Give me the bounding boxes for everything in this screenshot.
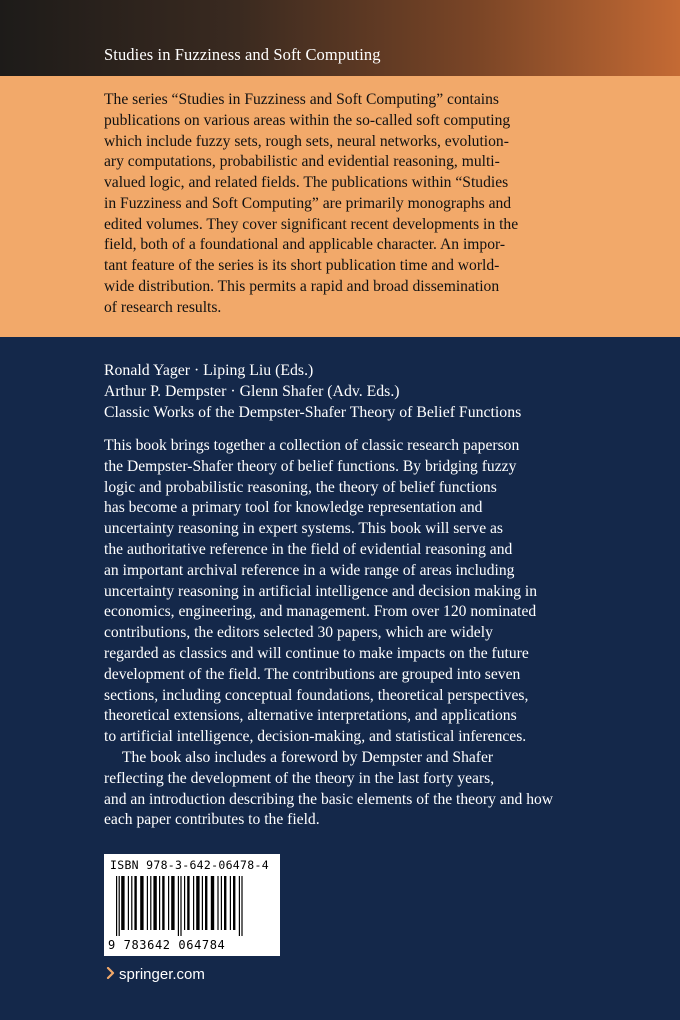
- blurb-line: logic and probabilistic reasoning, the theory of belief functions: [104, 478, 497, 496]
- barcode-bar: [180, 876, 181, 936]
- blurb-line: reflecting the development of the theory in the last forty years,: [104, 769, 495, 787]
- barcode-bar: [162, 876, 164, 930]
- blurb-line: theoretical extensions, alternative interpretations, and applications: [104, 707, 517, 725]
- barcode-bar: [211, 876, 214, 930]
- blurb-line: an important archival reference in a wide range of areas including: [104, 561, 515, 579]
- series-description-line: The series “Studies in Fuzziness and Soft Computing” contains: [104, 91, 499, 108]
- series-description-line: which include fuzzy sets, rough sets, neural networks, evolution-: [104, 132, 509, 150]
- book-blurb: [104, 436, 574, 831]
- blurb-line: each paper contributes to the field.: [104, 811, 320, 829]
- barcode-bar: [131, 876, 132, 930]
- series-description: [104, 90, 549, 318]
- blurb-line: contributions, the editors selected 30 papers, which are widely: [104, 624, 493, 642]
- barcode-bar: [184, 876, 185, 930]
- barcode-bar: [196, 876, 199, 930]
- series-description-line: tant feature of the series is its short publication time and world-: [104, 257, 500, 274]
- barcode-bar: [171, 876, 174, 930]
- series-description-line: wide distribution. This permits a rapid and broad dissemination: [104, 277, 500, 295]
- chevron-right-icon: [106, 967, 115, 979]
- springer-link-text: springer.com: [119, 966, 205, 983]
- series-description-line: in Fuzziness and Soft Computing” are primarily monographs and: [104, 194, 512, 212]
- barcode-bar: [217, 876, 218, 930]
- barcode-bar: [221, 876, 222, 930]
- blurb-line: This book brings together a collection of classic research paperson: [104, 437, 520, 454]
- barcode-bar: [187, 876, 189, 930]
- barcode-bar: [128, 876, 129, 930]
- springer-link[interactable]: [106, 966, 205, 983]
- barcode-bar: [224, 876, 226, 930]
- barcode-bar: [230, 876, 231, 930]
- series-description-line: of research results.: [104, 298, 222, 316]
- barcode-bar: [119, 876, 120, 936]
- blurb-line: development of the field. The contributions are grouped into seven: [104, 665, 521, 683]
- series-title: Studies in Fuzziness and Soft Computing: [104, 45, 381, 64]
- blurb-line: The book also includes a foreword by Dempster and Shafer: [122, 748, 494, 766]
- series-description-line: ary computations, probabilistic and evidential reasoning, multi-: [104, 153, 500, 171]
- series-description-panel: [0, 76, 680, 337]
- barcode-bar: [134, 876, 136, 930]
- barcode-bar: [147, 876, 148, 930]
- blurb-line: uncertainty reasoning in expert systems. This book will serve as: [104, 520, 504, 538]
- barcode-bar: [168, 876, 169, 930]
- book-heading: [104, 360, 584, 423]
- book-editors: Ronald Yager · Liping Liu (Eds.): [104, 362, 314, 379]
- ean-digits: 9 783642 064784: [108, 938, 226, 952]
- series-description-line: publications on various areas within the so-called soft computing: [104, 111, 511, 129]
- barcode-bar: [205, 876, 207, 930]
- barcode-bar: [159, 876, 160, 930]
- barcode-bar: [193, 876, 194, 930]
- blurb-line: the Dempster-Shafer theory of belief functions. By bridging fuzzy: [104, 457, 517, 475]
- blurb-line: has become a primary tool for knowledge representation and: [104, 499, 483, 517]
- blurb-line: economics, engineering, and management. From over 120 nominated: [104, 603, 537, 621]
- barcode-bar: [140, 876, 143, 930]
- blurb-line: sections, including conceptual foundations, theoretical perspectives,: [104, 686, 529, 704]
- isbn-text: ISBN 978-3-642-06478-4: [110, 858, 269, 872]
- barcode-bar: [178, 876, 179, 936]
- barcode-bar: [116, 876, 117, 936]
- blurb-line: uncertainty reasoning in artificial intelligence and decision making in: [104, 582, 538, 600]
- blurb-line: and an introduction describing the basic elements of the theory and how: [104, 790, 554, 808]
- book-advisory-editors: Arthur P. Dempster · Glenn Shafer (Adv. Eds.): [104, 383, 400, 400]
- barcode-bar: [150, 876, 151, 930]
- book-title: Classic Works of the Dempster-Shafer Theory of Belief Functions: [104, 404, 522, 421]
- barcode-bar: [153, 876, 156, 930]
- barcode-bar: [233, 876, 235, 930]
- blurb-line: regarded as classics and will continue to make impacts on the future: [104, 644, 529, 662]
- barcode-bar: [202, 876, 203, 930]
- barcode-bar: [241, 876, 242, 936]
- blurb-line: the authoritative reference in the field of evidential reasoning and: [104, 540, 513, 558]
- series-description-line: field, both of a foundational and applicable character. An impor-: [104, 236, 506, 254]
- barcode-bar: [121, 876, 124, 930]
- isbn-barcode: [104, 854, 280, 956]
- barcode-bar: [239, 876, 240, 936]
- barcode-bars: [114, 876, 272, 936]
- blurb-line: to artificial intelligence, decision-making, and statistical inferences.: [104, 728, 527, 746]
- series-header-bar: [0, 0, 680, 76]
- series-description-line: edited volumes. They cover significant recent developments in the: [104, 215, 519, 233]
- series-description-line: valued logic, and related fields. The publications within “Studies: [104, 174, 509, 191]
